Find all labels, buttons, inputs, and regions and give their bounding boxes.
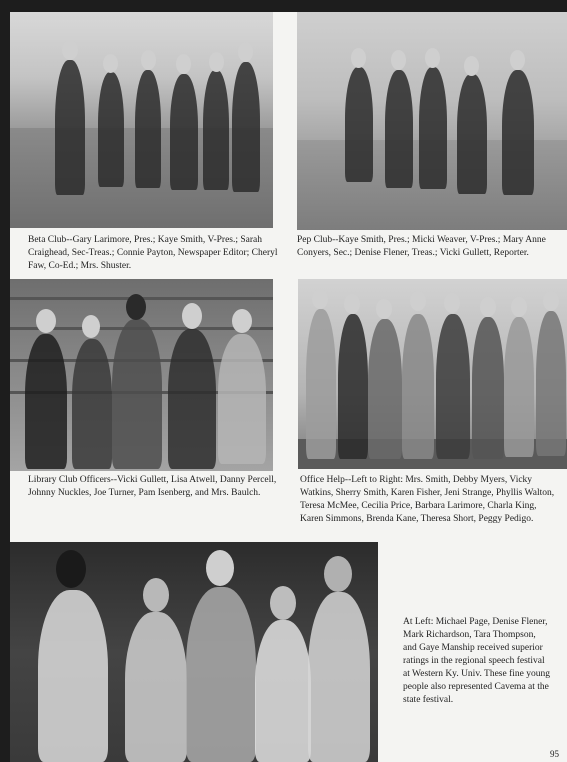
page-number: 95 [550,749,559,759]
speech-festival-caption: At Left: Michael Page, Denise Flener, Mark Richardson, Tara Thompson, and Gaye Manship received superior ratings in the regional speech festival at Western Ky. Univ. These fine young people also represented Cavema at the state festival. [403,617,550,705]
beta-club-photo [10,12,273,228]
yearbook-page [10,12,567,762]
speech-festival-photo [10,542,378,762]
office-help-photo [298,279,567,469]
pep-club-caption: Pep Club--Kaye Smith, Pres.; Micki Weaver, V-Pres.; Mary Anne Conyers, Sec.; Denise Flener, Treas.; Vicki Gullett, Reporter. [297,235,546,258]
pep-club-photo [297,12,567,230]
library-club-photo [10,279,273,471]
office-help-caption: Office Help--Left to Right: Mrs. Smith, Debby Myers, Vicky Watkins, Sherry Smith, Karen Fisher, Jeni Strange, Phyllis Walton, Teresa McMee, Cecilia Price, Barbara Larimore, Charla King, Karen Simmons, Brenda Kane, Theresa Short, Peggy Pedigo. [300,475,555,524]
library-club-caption: Library Club Officers--Vicki Gullett, Lisa Atwell, Danny Percell, Johnny Nuckles, Joe Turner, Pam Isenberg, and Mrs. Baulch. [28,475,277,498]
beta-club-caption: Beta Club--Gary Larimore, Pres.; Kaye Smith, V-Pres.; Sarah Craighead, Sec-Treas.; Connie Payton, Newspaper Editor; Cheryl Faw, Co-Ed.; Mrs. Shuster. [28,235,278,271]
